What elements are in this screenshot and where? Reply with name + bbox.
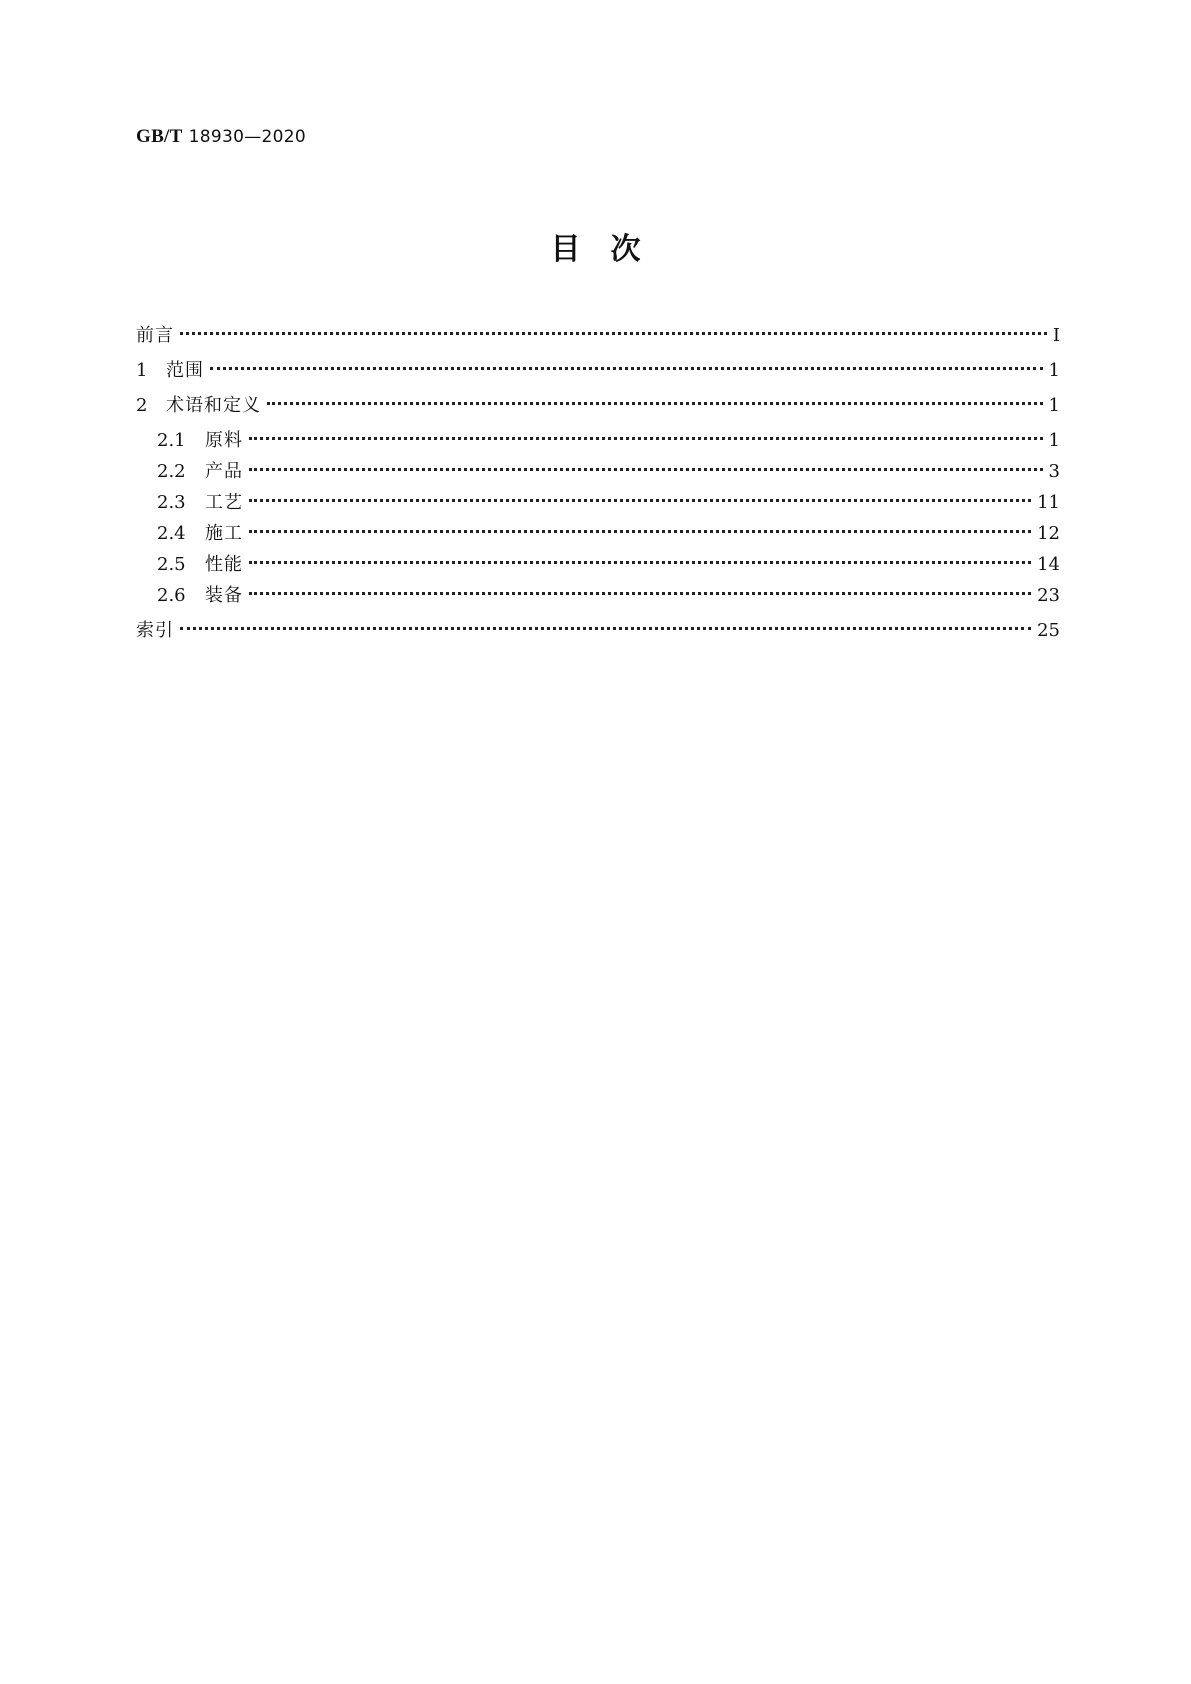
toc-entry-number: 2.6: [157, 585, 186, 606]
toc-entry-2-4[interactable]: [136, 518, 1060, 549]
toc-entry-label: 术语和定义: [166, 395, 261, 416]
toc-page-number: 1: [1048, 430, 1060, 451]
dot-leader: [180, 332, 1047, 335]
toc-entry-label: 索引: [136, 620, 174, 641]
toc-entry-index[interactable]: [136, 615, 1060, 646]
toc-entry-label: 前言: [136, 325, 174, 346]
toc-entry-2-3[interactable]: [136, 487, 1060, 518]
toc-page-number: 1: [1048, 360, 1060, 381]
table-of-contents: [136, 320, 1060, 646]
toc-page-number: 25: [1037, 620, 1060, 641]
toc-entry-label: 产品: [205, 461, 243, 482]
standard-number: 18930—2020: [188, 127, 306, 147]
toc-entry-number: 1: [136, 360, 148, 381]
toc-page-number: 11: [1037, 492, 1060, 513]
toc-entry-preface[interactable]: [136, 320, 1060, 351]
toc-entry-number: 2.4: [157, 523, 186, 544]
toc-page-number: 1: [1048, 395, 1060, 416]
dot-leader: [210, 367, 1043, 370]
toc-entry-scope[interactable]: [136, 355, 1060, 386]
dot-leader: [249, 437, 1043, 440]
toc-entry-2-2[interactable]: [136, 456, 1060, 487]
page-title: 目 次: [550, 232, 641, 267]
toc-page-number: 12: [1037, 523, 1060, 544]
toc-entry-label: 原料: [205, 430, 243, 451]
toc-page-number: 3: [1048, 461, 1060, 482]
toc-entry-number: 2.2: [157, 461, 186, 482]
toc-page-number: Ⅰ: [1052, 325, 1060, 346]
toc-entry-label: 装备: [205, 585, 243, 606]
dot-leader: [249, 468, 1043, 471]
toc-entry-number: 2.1: [157, 430, 186, 451]
toc-page-number: 14: [1037, 554, 1060, 575]
standard-code: [136, 126, 306, 148]
toc-entry-terms[interactable]: [136, 390, 1060, 421]
toc-entry-label: 施工: [205, 523, 243, 544]
toc-entry-label: 工艺: [205, 492, 243, 513]
toc-entry-2-5[interactable]: [136, 549, 1060, 580]
toc-entry-2-6[interactable]: [136, 580, 1060, 611]
dot-leader: [249, 530, 1031, 533]
toc-page-number: 23: [1037, 585, 1060, 606]
toc-entry-label: 范围: [166, 360, 204, 381]
dot-leader: [249, 592, 1031, 595]
standard-prefix: GB/T: [136, 126, 183, 147]
toc-entry-number: 2.5: [157, 554, 186, 575]
dot-leader: [180, 627, 1031, 630]
dot-leader: [249, 499, 1031, 502]
toc-entry-label: 性能: [205, 554, 243, 575]
dot-leader: [267, 402, 1043, 405]
toc-entry-number: 2.3: [157, 492, 186, 513]
toc-entry-2-1[interactable]: [136, 425, 1060, 456]
dot-leader: [249, 561, 1031, 564]
toc-entry-number: 2: [136, 395, 148, 416]
